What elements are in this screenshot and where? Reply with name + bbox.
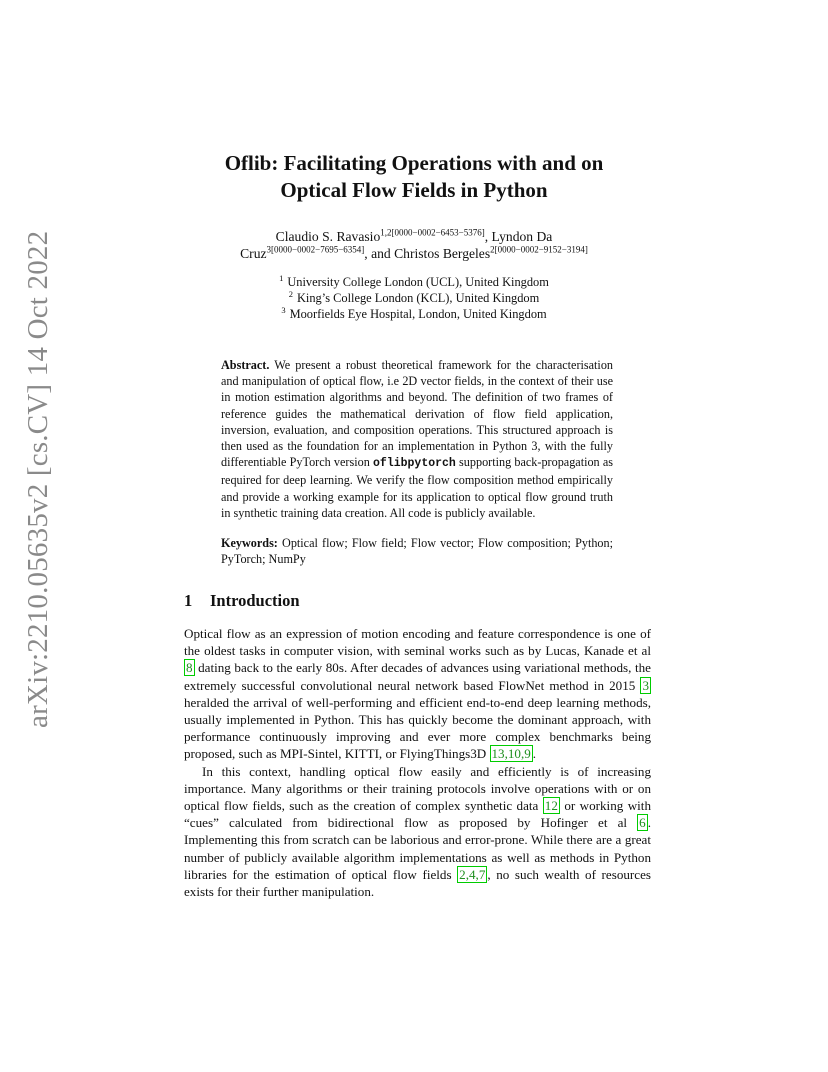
paragraph-text: . Implementing this from scratch can be laborious and error-prone. While there are a great number of publicly available algorithm implementations as well as methods in Python libraries for the estimation of optical flow fields xyxy=(184,815,651,882)
paragraph-text: Optical flow as an expression of motion encoding and feature correspondence is one of the oldest tasks in computer vision, with seminal works such as by Lucas, Kanade et al xyxy=(184,626,651,659)
paragraph-text: . xyxy=(532,746,537,762)
paragraph-text: , no such wealth of resources exists for their further manipulation. xyxy=(184,866,651,900)
citation-number[interactable]: 6 xyxy=(639,815,646,831)
abstract-code-name: oflibpytorch xyxy=(373,457,456,471)
author-separator: , and Christos Bergeles xyxy=(364,246,491,261)
author-list xyxy=(186,228,642,262)
citation-link[interactable] xyxy=(543,797,560,814)
author-2-orcid: 3[0000−0002−7695−6354] xyxy=(266,244,365,255)
affiliation-text: Moorfields Eye Hospital, London, United Kingdom xyxy=(289,307,547,321)
citation-number[interactable]: 12 xyxy=(544,798,558,814)
affiliation-number: 1 xyxy=(279,272,284,283)
citation-number[interactable]: 3 xyxy=(642,677,649,693)
abstract-label: Abstract. xyxy=(221,358,270,372)
citation-number[interactable]: 8 xyxy=(186,660,193,676)
affiliation-text: University College London (UCL), United Kingdom xyxy=(287,275,549,289)
citation-link[interactable] xyxy=(640,677,651,694)
affiliation-item xyxy=(186,274,642,290)
section-title: Introduction xyxy=(210,591,300,610)
paragraph-text: dating back to the early 80s. After decades of advances using variational methods, the extremely successful convolutional neural network based FlowNet method in 2015 xyxy=(184,660,651,693)
paragraph-2 xyxy=(184,763,651,901)
affiliation-list xyxy=(186,274,642,322)
paper-title-line-2: Optical Flow Fields in Python xyxy=(280,178,548,202)
author-1-orcid: 1,2[0000−0002−6453−5376] xyxy=(380,227,485,238)
keywords-label: Keywords: xyxy=(221,536,278,550)
author-2-name: Cruz xyxy=(240,246,267,261)
affiliation-text: King’s College London (KCL), United Kingdom xyxy=(296,291,540,305)
citation-link[interactable] xyxy=(490,745,533,762)
citation-number[interactable]: 2,4,7 xyxy=(459,866,486,882)
keywords-text: Optical flow; Flow field; Flow vector; Flow composition; Python; PyTorch; NumPy xyxy=(221,536,614,567)
keywords-block xyxy=(221,535,613,567)
affiliation-item xyxy=(186,306,642,322)
citation-link[interactable] xyxy=(637,814,648,831)
author-3-orcid: 2[0000−0002−9152−3194] xyxy=(490,244,588,255)
author-1-name: Claudio S. Ravasio xyxy=(275,229,381,244)
body-text xyxy=(184,625,651,900)
paragraph-text: or working with “cues” calculated from bidirectional flow as proposed by Hofinger et al xyxy=(184,798,651,831)
affiliation-number: 3 xyxy=(281,304,286,315)
affiliation-number: 2 xyxy=(288,288,293,299)
citation-number[interactable]: 13,10,9 xyxy=(491,746,531,762)
paper-title xyxy=(160,150,668,204)
citation-link[interactable] xyxy=(184,659,195,676)
author-separator: , Lyndon Da xyxy=(484,229,553,244)
abstract-text-2: supporting back-propagation as required for deep learning. We verify the flow composition method empirically and provide a working example for its application to optical flow ground truth in synthetic training data creation. All code is publicly available. xyxy=(221,455,614,520)
section-heading xyxy=(184,591,300,611)
paragraph-text: heralded the arrival of well-performing and efficient end-to-end deep learning methods, usually implemented in Python. This has quickly become the dominant approach, with performance continuously improving and ever more complex benchmarks being proposed, such as MPI-Sintel, KITTI, or FlyingThings3D xyxy=(184,694,651,762)
arxiv-sidebar-stamp: arXiv:2210.05635v2 [cs.CV] 14 Oct 2022 xyxy=(22,230,54,728)
section-number: 1 xyxy=(184,591,193,610)
paper-title-line-1: Oflib: Facilitating Operations with and on xyxy=(224,151,604,175)
paragraph-1 xyxy=(184,625,651,763)
citation-link[interactable] xyxy=(457,866,487,883)
paragraph-text: In this context, handling optical flow easily and efficiently is of increasing importance. Many algorithms or their training protocols involve operations with or on optical flow fields, such as the creation of complex synthetic data xyxy=(184,763,651,814)
abstract-text-1: We present a robust theoretical framework for the characterisation and manipulation of optical flow, i.e 2D vector fields, in the context of their use in motion estimation algorithms and beyond. The definition of two frames of reference guides the mathematical derivation of flow field application, inversion, evaluation, and composition operations. This structured approach is then used as the foundation for an implementation in Python 3, with the fully differentiable PyTorch version xyxy=(221,358,614,470)
affiliation-item xyxy=(186,290,642,306)
abstract-block xyxy=(221,357,613,521)
